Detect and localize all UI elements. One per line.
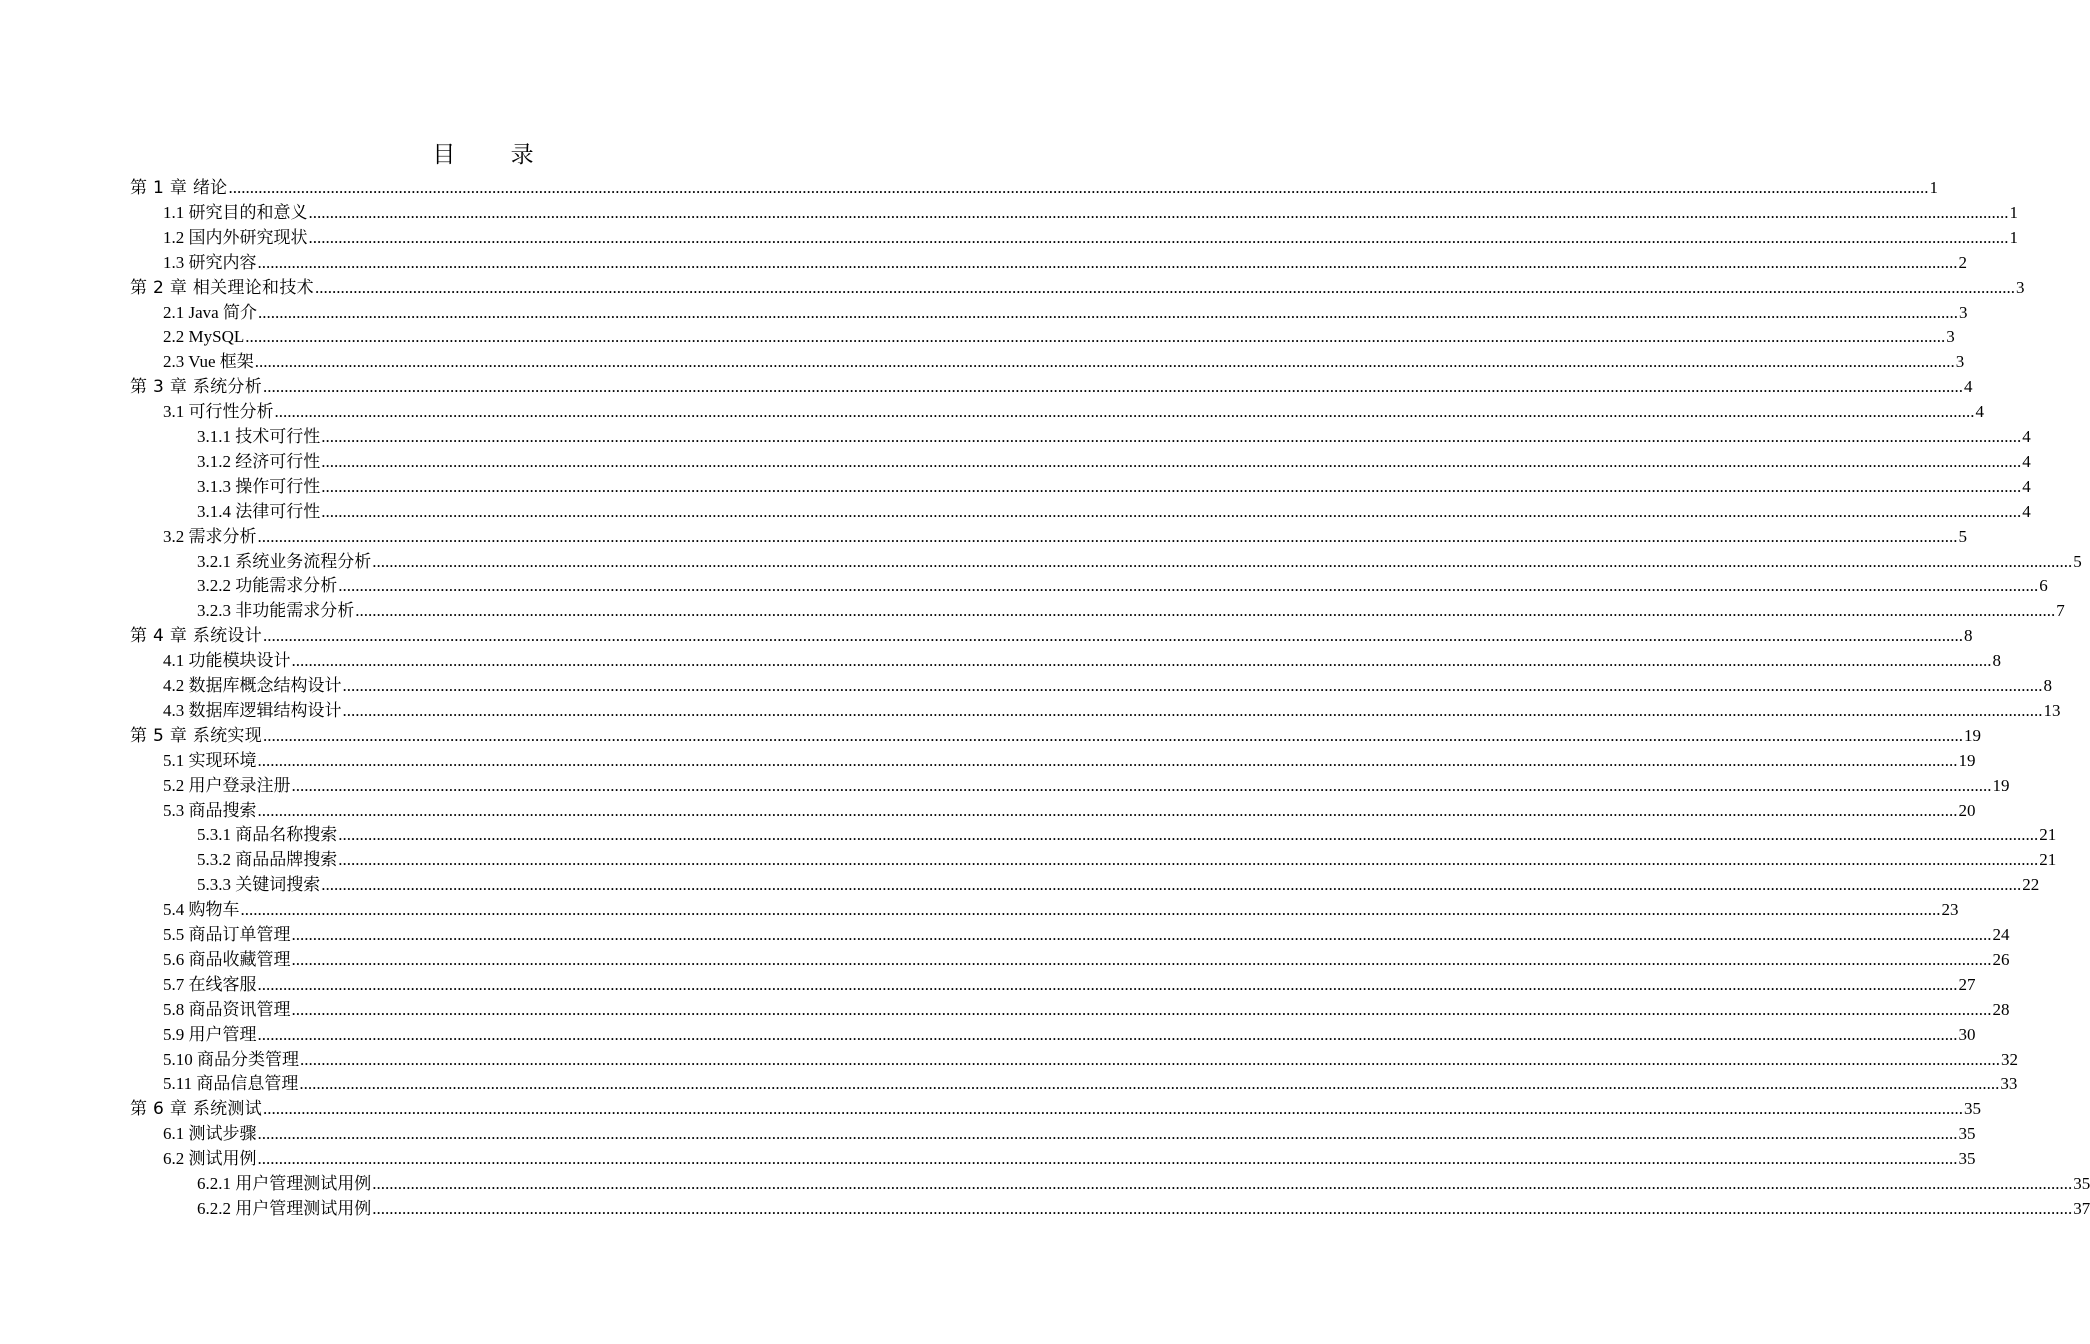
toc-page-number: 3 <box>1955 352 1965 372</box>
toc-page-number: 3 <box>1946 327 1955 347</box>
toc-page-number: 7 <box>2056 601 2065 621</box>
toc-dot-leader: ................................................................................................................................................................................................................................................................................................................................................................................................................ <box>342 676 2043 695</box>
toc-entry-text: 5.1 实现环境 <box>163 750 257 770</box>
toc-entry[interactable] <box>163 699 2061 723</box>
toc-entry-text: 3.2.2 功能需求分析 <box>197 576 338 596</box>
toc-page-number: 8 <box>1992 651 2001 671</box>
toc-entry[interactable] <box>163 400 1984 424</box>
toc-dot-leader: ................................................................................................................................................................................................................................................................................................................................................................................................................ <box>257 800 1958 820</box>
toc-entry[interactable] <box>163 1122 1976 1146</box>
toc-dot-leader: ................................................................................................................................................................................................................................................................................................................................................................................................................ <box>291 999 1992 1019</box>
toc-page-number: 1 <box>2009 202 2018 222</box>
toc-page-number: 4 <box>2022 501 2031 521</box>
toc-page-number: 1 <box>2009 227 2018 247</box>
toc-dot-leader: ................................................................................................................................................................................................................................................................................................................................................................................................................ <box>321 476 2022 496</box>
toc-dot-leader: ................................................................................................................................................................................................................................................................................................................................................................................................................ <box>355 601 2056 621</box>
toc-entry-text: 5.5 商品订单管理 <box>163 925 291 944</box>
toc-entry[interactable] <box>197 1172 2090 1196</box>
toc-entry-text: 3.2.1 系统业务流程分析 <box>197 551 372 571</box>
toc-dot-leader: ................................................................................................................................................................................................................................................................................................................................................................................................................ <box>240 900 1941 920</box>
toc-dot-leader: ................................................................................................................................................................................................................................................................................................................................................................................................................ <box>257 1024 1958 1044</box>
toc-entry[interactable] <box>163 1147 1976 1171</box>
toc-entry-text: 4.3 数据库逻辑结构设计 <box>163 700 342 720</box>
toc-entry-text: 3.2.3 非功能需求分析 <box>197 601 355 621</box>
toc-page-number: 4 <box>2022 451 2031 471</box>
toc-entry[interactable] <box>163 674 2052 698</box>
toc-dot-leader: ................................................................................................................................................................................................................................................................................................................................................................................................................ <box>257 974 1958 994</box>
toc-entry-text: 6.2.2 用户管理测试用例 <box>197 1198 372 1218</box>
toc-entry[interactable] <box>197 500 2031 524</box>
toc-dot-leader: ................................................................................................................................................................................................................................................................................................................................................................................................................ <box>228 178 1929 197</box>
toc-dot-leader: ................................................................................................................................................................................................................................................................................................................................................................................................................ <box>254 352 1955 372</box>
toc-page-number: 35 <box>2073 1174 2090 1193</box>
toc-page-number: 6 <box>2039 576 2048 596</box>
toc-page-number: 27 <box>1958 974 1976 994</box>
toc-dot-leader: ................................................................................................................................................................................................................................................................................................................................................................................................................ <box>257 1149 1958 1169</box>
toc-entry-text: 1.3 研究内容 <box>163 252 257 272</box>
toc-dot-leader: ................................................................................................................................................................................................................................................................................................................................................................................................................ <box>308 227 2009 247</box>
toc-dot-leader: ................................................................................................................................................................................................................................................................................................................................................................................................................ <box>257 1124 1958 1144</box>
toc-dot-leader: ................................................................................................................................................................................................................................................................................................................................................................................................................ <box>257 252 1958 272</box>
toc-page-number: 35 <box>1958 1149 1976 1169</box>
toc-entry-text: 3.1.4 法律可行性 <box>197 501 321 521</box>
toc-dot-leader: ................................................................................................................................................................................................................................................................................................................................................................................................................ <box>314 277 2015 297</box>
toc-page-number: 37 <box>2073 1198 2090 1218</box>
toc-page-number: 19 <box>1964 725 1982 745</box>
toc-dot-leader: ................................................................................................................................................................................................................................................................................................................................................................................................................ <box>342 700 2043 720</box>
toc-entry[interactable] <box>130 624 1973 648</box>
toc-entry-text: 3.1.1 技术可行性 <box>197 427 321 446</box>
toc-entry-text: 5.3.3 关键词搜索 <box>197 875 321 895</box>
toc-entry[interactable] <box>163 525 1967 549</box>
toc-entry[interactable] <box>197 873 2040 897</box>
toc-page-number: 21 <box>2039 850 2057 870</box>
toc-entry[interactable] <box>163 649 2001 673</box>
toc-entry-text: 1.2 国内外研究现状 <box>163 227 308 247</box>
toc-entry[interactable] <box>163 301 1968 325</box>
toc-page-number: 35 <box>1964 1099 1982 1119</box>
toc-dot-leader: ................................................................................................................................................................................................................................................................................................................................................................................................................ <box>263 626 1964 646</box>
toc-entry[interactable] <box>163 325 1955 349</box>
toc-entry-text: 1.1 研究目的和意义 <box>163 202 308 222</box>
toc-page-number: 5 <box>1958 526 1967 546</box>
toc-dot-leader: ................................................................................................................................................................................................................................................................................................................................................................................................................ <box>263 377 1964 397</box>
toc-page-number: 3 <box>2015 277 2025 297</box>
toc-entry-text: 3.1.3 操作可行性 <box>197 476 321 496</box>
toc-entry-text: 5.10 商品分类管理 <box>163 1049 299 1069</box>
toc-entry[interactable] <box>130 724 1982 748</box>
toc-entry[interactable] <box>163 201 2018 225</box>
toc-entry[interactable] <box>130 375 1973 399</box>
toc-entry-text: 5.8 商品资讯管理 <box>163 999 291 1019</box>
toc-entry-text: 5.3.2 商品品牌搜索 <box>197 850 338 870</box>
toc-entry-text: 5.11 商品信息管理 <box>163 1074 299 1094</box>
toc-dot-leader: ................................................................................................................................................................................................................................................................................................................................................................................................................ <box>300 1049 2000 1069</box>
toc-dot-leader: ................................................................................................................................................................................................................................................................................................................................................................................................................ <box>291 949 1992 969</box>
toc-entry[interactable] <box>163 998 2010 1022</box>
toc-entry-text: 4.1 功能模块设计 <box>163 651 291 671</box>
toc-page-number: 5 <box>2073 551 2082 571</box>
toc-entry-text: 6.2.1 用户管理测试用例 <box>197 1174 372 1193</box>
toc-entry-text: 3.1 可行性分析 <box>163 402 274 422</box>
toc-entry[interactable] <box>130 1097 1982 1121</box>
toc-entry[interactable] <box>197 599 2065 623</box>
toc-page-number: 33 <box>2000 1074 2018 1094</box>
toc-entry-text: 第 5 章 系统实现 <box>130 725 263 746</box>
toc-page-number: 1 <box>1929 178 1938 197</box>
toc-entry-text: 5.7 在线客服 <box>163 974 257 994</box>
toc-dot-leader: ................................................................................................................................................................................................................................................................................................................................................................................................................ <box>257 526 1958 546</box>
toc-entry-text: 第 2 章 相关理论和技术 <box>130 277 314 298</box>
toc-dot-leader: ................................................................................................................................................................................................................................................................................................................................................................................................................ <box>321 875 2022 895</box>
toc-entry[interactable] <box>197 475 2031 499</box>
toc-entry-text: 5.9 用户管理 <box>163 1024 257 1044</box>
toc-entry-text: 第 1 章 绪论 <box>130 178 228 198</box>
toc-entry[interactable] <box>163 1023 1976 1047</box>
toc-entry[interactable] <box>197 450 2031 474</box>
toc-page-number: 28 <box>1992 999 2010 1019</box>
toc-page-number: 30 <box>1958 1024 1976 1044</box>
toc-entry-text: 5.3 商品搜索 <box>163 800 257 820</box>
toc-entry-text: 4.2 数据库概念结构设计 <box>163 676 342 695</box>
toc-page-number: 3 <box>1958 302 1968 322</box>
toc-dot-leader: ................................................................................................................................................................................................................................................................................................................................................................................................................ <box>291 651 1992 671</box>
toc-page-number: 24 <box>1992 925 2010 944</box>
toc-dot-leader: ................................................................................................................................................................................................................................................................................................................................................................................................................ <box>372 1198 2073 1218</box>
toc-entry-text: 5.6 商品收藏管理 <box>163 949 291 969</box>
toc-entry-text: 2.2 MySQL <box>163 327 245 347</box>
toc-entry-text: 6.2 测试用例 <box>163 1149 257 1169</box>
toc-page-number: 26 <box>1992 949 2010 969</box>
toc-entry[interactable] <box>163 898 1959 922</box>
toc-dot-leader: ................................................................................................................................................................................................................................................................................................................................................................................................................ <box>321 451 2022 471</box>
toc-entry[interactable] <box>163 923 2010 947</box>
toc-page-number: 8 <box>2043 676 2052 695</box>
toc-entry[interactable] <box>197 550 2082 574</box>
toc-entry-text: 5.2 用户登录注册 <box>163 775 291 795</box>
toc-entry[interactable] <box>197 1197 2090 1221</box>
toc-dot-leader: ................................................................................................................................................................................................................................................................................................................................................................................................................ <box>263 725 1964 745</box>
toc-page-number: 21 <box>2039 825 2057 845</box>
toc-entry-text: 6.1 测试步骤 <box>163 1124 257 1144</box>
toc-entry[interactable] <box>163 948 2010 972</box>
toc-page-number: 2 <box>1958 252 1967 272</box>
toc-entry-text: 3.1.2 经济可行性 <box>197 451 321 471</box>
toc-page-number: 4 <box>1975 402 1984 422</box>
toc-entry[interactable] <box>163 226 2018 250</box>
toc-dot-leader: ................................................................................................................................................................................................................................................................................................................................................................................................................ <box>257 302 1958 322</box>
toc-dot-leader: ................................................................................................................................................................................................................................................................................................................................................................................................................ <box>338 825 2039 845</box>
toc-page-number: 8 <box>1964 626 1973 646</box>
toc-page-number: 4 <box>1964 377 1973 397</box>
toc-dot-leader: ................................................................................................................................................................................................................................................................................................................................................................................................................ <box>257 750 1958 770</box>
toc-entry-text: 2.1 Java 简介 <box>163 302 257 322</box>
toc-entry[interactable] <box>163 1048 2018 1072</box>
toc-page-number: 32 <box>2001 1049 2018 1069</box>
toc-entry-text: 第 6 章 系统测试 <box>130 1099 263 1120</box>
toc-dot-leader: ................................................................................................................................................................................................................................................................................................................................................................................................................ <box>321 427 2022 446</box>
toc-entry[interactable] <box>197 823 2057 847</box>
toc-page-number: 19 <box>1992 775 2010 795</box>
toc-page-number: 4 <box>2022 427 2031 446</box>
toc-page-number: 20 <box>1958 800 1976 820</box>
toc-dot-leader: ................................................................................................................................................................................................................................................................................................................................................................................................................ <box>291 775 1992 795</box>
toc-page-number: 19 <box>1958 750 1976 770</box>
toc-entry-text: 2.3 Vue 框架 <box>163 352 254 372</box>
toc-entry[interactable] <box>163 774 2010 798</box>
toc-page-number: 35 <box>1958 1124 1976 1144</box>
toc-dot-leader: ................................................................................................................................................................................................................................................................................................................................................................................................................ <box>372 1174 2073 1193</box>
toc-entry[interactable] <box>163 973 1976 997</box>
toc-dot-leader: ................................................................................................................................................................................................................................................................................................................................................................................................................ <box>372 551 2073 571</box>
toc-page-number: 22 <box>2022 875 2040 895</box>
toc-dot-leader: ................................................................................................................................................................................................................................................................................................................................................................................................................ <box>274 402 1975 422</box>
toc-entry[interactable] <box>197 425 2031 449</box>
toc-dot-leader: ................................................................................................................................................................................................................................................................................................................................................................................................................ <box>321 501 2022 521</box>
toc-entry[interactable] <box>197 574 2048 598</box>
toc-dot-leader: ................................................................................................................................................................................................................................................................................................................................................................................................................ <box>338 576 2039 596</box>
toc-dot-leader: ................................................................................................................................................................................................................................................................................................................................................................................................................ <box>245 327 1946 347</box>
toc-dot-leader: ................................................................................................................................................................................................................................................................................................................................................................................................................ <box>299 1074 2000 1094</box>
toc-entry-text: 第 3 章 系统分析 <box>130 377 263 398</box>
toc-dot-leader: ................................................................................................................................................................................................................................................................................................................................................................................................................ <box>291 925 1992 944</box>
toc-entry[interactable] <box>163 799 1976 823</box>
toc-entry-text: 3.2 需求分析 <box>163 526 257 546</box>
toc-entry[interactable] <box>130 176 1938 200</box>
toc-entry[interactable] <box>163 350 1965 374</box>
toc-title: 目 录 <box>432 142 558 168</box>
toc-page-number: 4 <box>2022 476 2031 496</box>
toc-entry[interactable] <box>130 276 2025 300</box>
toc-page-number: 23 <box>1941 900 1959 920</box>
toc-entry-text: 5.3.1 商品名称搜索 <box>197 825 338 845</box>
toc-entry[interactable] <box>163 749 1976 773</box>
toc-entry-text: 5.4 购物车 <box>163 900 240 920</box>
toc-dot-leader: ................................................................................................................................................................................................................................................................................................................................................................................................................ <box>263 1099 1964 1119</box>
toc-dot-leader: ................................................................................................................................................................................................................................................................................................................................................................................................................ <box>338 850 2039 870</box>
toc-entry[interactable] <box>197 848 2057 872</box>
toc-page-number: 13 <box>2043 700 2061 720</box>
toc-entry-text: 第 4 章 系统设计 <box>130 626 263 647</box>
toc-entry[interactable] <box>163 1072 2018 1096</box>
toc-dot-leader: ................................................................................................................................................................................................................................................................................................................................................................................................................ <box>308 202 2009 222</box>
toc-entry[interactable] <box>163 251 1967 275</box>
